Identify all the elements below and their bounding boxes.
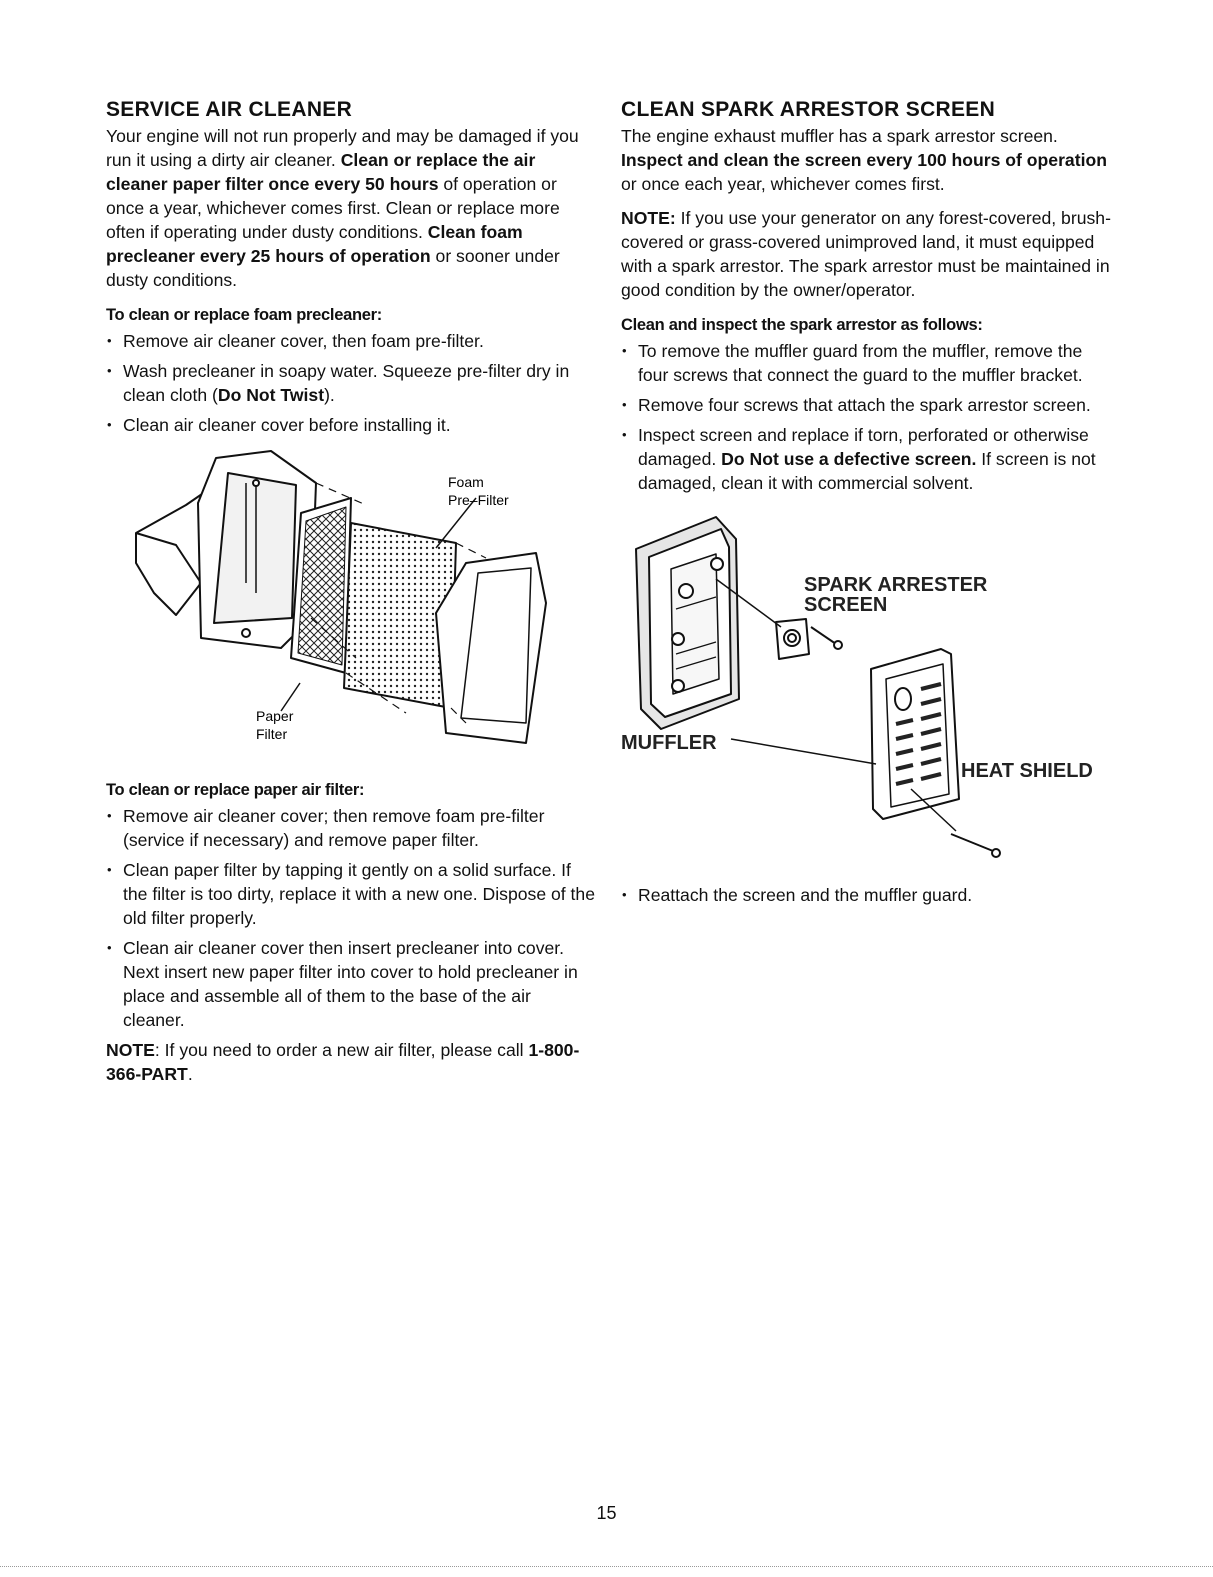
list-item: • Remove air cleaner cover; then remove foam pre-filter (service if necessary) and remove paper filter.: [106, 804, 596, 852]
page-number: 15: [596, 1503, 617, 1523]
heat-shield-label: HEAT SHIELD: [961, 760, 1093, 782]
spark-arrestor-note: NOTE: If you use your generator on any forest-covered, brush-covered or grass-covered unimproved land, it must equipped with a spark arrestor. The spark arrestor must be maintained in good condition by the owner/operator.: [621, 208, 1111, 300]
list-item: • Inspect screen and replace if torn, perforated or otherwise damaged. Do Not use a defective screen. If screen is not damaged, clean it with commercial solvent.: [621, 423, 1111, 495]
reattach-steps-list: [621, 883, 1111, 907]
air-cleaner-diagram: [106, 443, 596, 773]
list-item: • Clean air cleaner cover then insert precleaner into cover. Next insert new paper filter into cover to hold precleaner in place and assemble all of them to the base of the air cleaner.: [106, 936, 596, 1032]
service-air-cleaner-heading: SERVICE AIR CLEANER: [106, 98, 353, 121]
paper-label-line2: Filter: [256, 726, 288, 742]
paper-filter-heading: To clean or replace paper air filter:: [106, 781, 365, 799]
foam-label-line1: Foam: [448, 474, 484, 490]
list-item: • Remove air cleaner cover, then foam pre-filter.: [106, 329, 596, 353]
spark-arrestor-heading: CLEAN SPARK ARRESTOR SCREEN: [621, 98, 996, 121]
list-item: • Remove four screws that attach the spark arrestor screen.: [621, 393, 1111, 417]
order-filter-note: NOTE: If you need to order a new air filter, please call 1-800-366-PART.: [106, 1040, 580, 1084]
screw-icon: [992, 849, 1000, 857]
list-item: • Clean air cleaner cover before installing it.: [106, 413, 596, 437]
air-cleaner-intro: Your engine will not run properly and may be damaged if you run it using a dirty air cleaner. Clean or replace the air cleaner paper filter once every 50 hours of operation or once a year, whichever comes first. Clean or replace more often if operating under dusty conditions. Clean foam precleaner every 25 hours of operation or sooner under dusty conditions.: [106, 126, 579, 290]
muffler-diagram: [621, 509, 1111, 879]
list-item: • Reattach the screen and the muffler guard.: [621, 883, 1111, 907]
spark-arrestor-intro: The engine exhaust muffler has a spark arrestor screen. Inspect and clean the screen every 100 hours of operation or once each year, whichever comes first.: [621, 126, 1107, 194]
muffler-label: MUFFLER: [621, 732, 717, 754]
spark-steps-list: [621, 339, 1111, 495]
screw-icon: [834, 641, 842, 649]
list-item: • Clean paper filter by tapping it gently on a solid surface. If the filter is too dirty, replace it with a new one. Dispose of the old filter properly.: [106, 858, 596, 930]
spark-arrester-label-line1: SPARK ARRESTER: [804, 574, 988, 596]
foam-precleaner-heading: To clean or replace foam precleaner:: [106, 306, 382, 324]
foam-steps-list: [106, 329, 596, 437]
parts-phone-number: 1-800-366-PART: [106, 1040, 580, 1084]
paper-steps-list: [106, 804, 596, 1032]
paper-label-line1: Paper: [256, 708, 294, 724]
spark-arrester-label-line2: SCREEN: [804, 594, 888, 616]
list-item: • To remove the muffler guard from the muffler, remove the four screws that connect the guard to the muffler bracket.: [621, 339, 1111, 387]
bottom-divider: [0, 1566, 1213, 1567]
right-column: [621, 98, 1111, 913]
foam-label-line2: Pre–Filter: [448, 492, 509, 508]
left-column: [106, 98, 596, 1086]
list-item: • Wash precleaner in soapy water. Squeeze pre-filter dry in clean cloth (Do Not Twist).: [106, 359, 596, 407]
spark-steps-heading: Clean and inspect the spark arrestor as follows:: [621, 316, 983, 334]
